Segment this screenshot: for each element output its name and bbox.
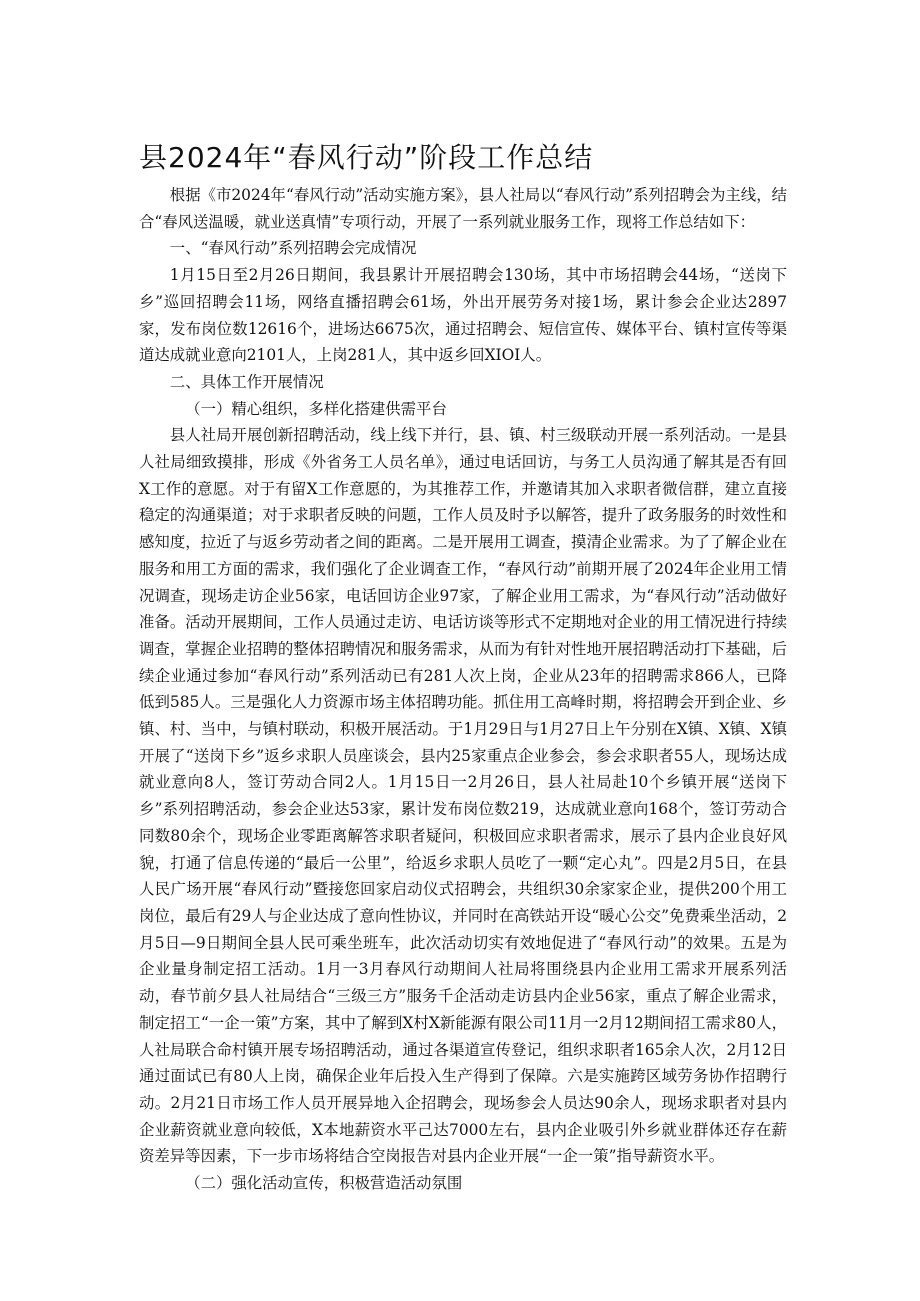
subsection-heading-2: （二）强化活动宣传，积极营造活动氛围 — [185, 1174, 463, 1193]
section-heading-2: 二、具体工作开展情况 — [169, 372, 324, 391]
document-body — [139, 182, 787, 1197]
document-title: 县2024年“春风行动”阶段工作总结 — [139, 141, 594, 174]
section-heading-1: 一、“春风行动”系列招聘会完成情况 — [169, 239, 417, 258]
subsection-heading-1: （一）精心组织，多样化搭建供需平台 — [185, 399, 447, 418]
subsection-1-paragraph: 县人社局开展创新招聘活动，线上线下并行，县、镇、村三级联动开展一系列活动。一是县人社局细致摸排，形成《外省务工人员名单》，通过电话回访，与务工人员沟通了解其是否有回X工作的意愿。对于有留X工作意愿的，为其推荐工作，并邀请其加入求职者微信群，建立直接稳定的沟通渠道；对于求职者反映的问题，工作人员及时予以解答，提升了政务服务的时效性和感知度，拉近了与返乡劳动者之间的距离。二是开展用工调查，摸清企业需求。为了了解企业在服务和用工方面的需求，我们强化了企业调查工作，“春风行动”前期开展了2024年企业用工情况调查，现场走访企业56家，电话回访企业97家，了解企业用工需求，为“春风行动”活动做好准备。活动开展期间，工作人员通过走访、电话访谈等形式不定期地对企业的用工情况进行持续调查，掌握企业招聘的整体招聘情况和服务需求，从而为有针对性地开展招聘活动打下基础，后续企业通过参加“春风行动”系列活动已有281人次上岗，企业从23年的招聘需求866人，已降低到585人。三是强化人力资源市场主体招聘功能。抓住用工高峰时期，将招聘会开到企业、乡镇、村、当中，与镇村联动，积极开展活动。于1月29日与1月27日上午分别在X镇、X镇、X镇开展了“送岗下乡”返乡求职人员座谈会，县内25家重点企业参会，参会求职者55人，现场达成就业意向8人，签订劳动合同2人。1月15日一2月26日，县人社局赴10个乡镇开展“送岗下乡”系列招聘活动，参会企业达53家，累计发布岗位数219，达成就业意向168个，签订劳动合同数80余个，现场企业零距离解答求职者疑问，积极回应求职者需求，展示了县内企业良好风貌，打通了信息传递的“最后一公里”，给返乡求职人员吃了一颗“定心丸”。四是2月5日，在县人民广场开展“春风行动”暨接您回家启动仪式招聘会，共组织30余家家企业，提供200个用工岗位，最后有29人与企业达成了意向性协议，并同时在高铁站开设“暖心公交”免费乘坐活动，2月5日—9日期间全县人民可乘坐班车，此次活动切实有效地促进了“春风行动”的效果。五是为企业量身制定招工活动。1月一3月春风行动期间人社局将围绕县内企业用工需求开展系列活动，春节前夕县人社局结合“三级三方”服务千企活动走访县内企业56家，重点了解企业需求，制定招工“一企一策”方案，其中了解到X村X新能源有限公司11月一2月12期间招工需求80人，人社局联合命村镇开展专场招聘活动，通过各渠道宣传登记，组织求职者165余人次，2月12日通过面试已有80人上岗，确保企业年后投入生产得到了保障。六是实施跨区域劳务协作招聘行动。2月21日市场工作人员开展异地入企招聘会，现场参会人员达90余人，现场求职者对县内企业薪资就业意向较低，X本地薪资水平己达7000左右，县内企业吸引外乡就业群体还存在薪资差异等因素，下一步市场将结合空岗报告对县内企业开展“一企一策”指导薪资水平。 — [139, 426, 787, 1166]
intro-paragraph: 根据《市2024年“春风行动”活动实施方案》，县人社局以“春风行动”系列招聘会为主线，结合“春风送温暖，就业送真情”专项行动，开展了一系列就业服务工作，现将工作总结如下： — [139, 186, 787, 231]
section-1-paragraph: 1月15日至2月26日期间，我县累计开展招聘会130场，其中市场招聘会44场，“送岗下乡”巡回招聘会11场，网络直播招聘会61场，外出开展劳务对接1场，累计参会企业达2897家，发布岗位数12616个，进场达6675次，通过招聘会、短信宣传、媒体平台、镇村宣传等渠道达成就业意向2101人，上岗281人，其中返乡回XIOI人。 — [139, 266, 787, 365]
